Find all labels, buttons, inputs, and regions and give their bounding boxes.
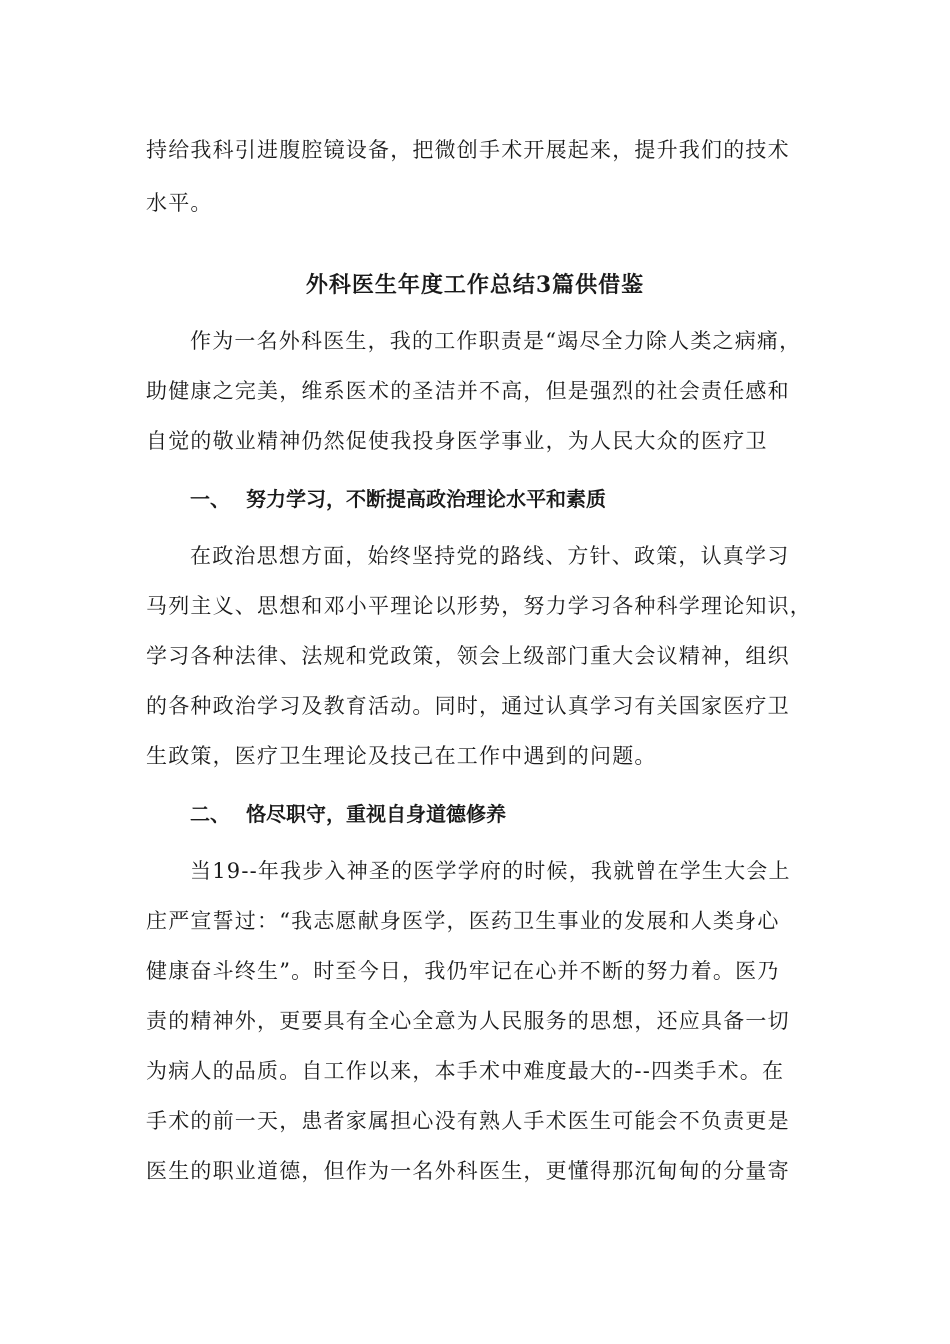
section-number-2: 二、 <box>190 802 230 826</box>
section-heading-2 <box>190 800 506 828</box>
section2-line-5: 为病人的品质。自工作以来，本手术中难度最大的--四类手术。在 <box>146 1059 785 1083</box>
section2-line-3: 健康奋斗终生”。时至今日，我仍牢记在心并不断的努力着。医乃 <box>146 959 780 983</box>
continuation-line-2: 水平。 <box>146 191 213 215</box>
section1-line-1: 在政治思想方面，始终坚持党的路线、方针、政策，认真学习 <box>190 544 790 568</box>
section2-line-2: 庄严宣誓过：“我志愿献身医学，医药卫生事业的发展和人类身心 <box>146 909 780 933</box>
intro-line-2: 助健康之完美，维系医术的圣洁并不高，但是强烈的社会责任感和 <box>146 379 790 403</box>
section2-line-4: 责的精神外，更要具有全心全意为人民服务的思想，还应具备一切 <box>146 1009 790 1033</box>
intro-line-3: 自觉的敬业精神仍然促使我投身医学事业，为人民大众的医疗卫 <box>146 429 768 453</box>
section-number-1: 一、 <box>190 487 230 511</box>
continuation-line-1: 持给我科引进腹腔镜设备，把微创手术开展起来，提升我们的技术 <box>146 138 790 162</box>
section1-line-3: 学习各种法律、法规和党政策，领会上级部门重大会议精神，组织 <box>146 644 790 668</box>
section2-line-7: 医生的职业道德，但作为一名外科医生，更懂得那沉甸甸的分量寄 <box>146 1159 790 1183</box>
section-heading-1-text: 努力学习，不断提高政治理论水平和素质 <box>246 487 606 511</box>
intro-line-1: 作为一名外科医生，我的工作职责是“竭尽全力除人类之病痛， <box>190 329 802 353</box>
section2-line-6: 手术的前一天，患者家属担心没有熟人手术医生可能会不负责更是 <box>146 1109 790 1133</box>
document-title: 外科医生年度工作总结3篇供借鉴 <box>305 272 645 298</box>
section1-line-5: 生政策，医疗卫生理论及技己在工作中遇到的问题。 <box>146 744 657 768</box>
section2-line-1: 当19--年我步入神圣的医学学府的时候，我就曾在学生大会上 <box>190 859 791 883</box>
section1-line-4: 的各种政治学习及教育活动。同时，通过认真学习有关国家医疗卫 <box>146 694 790 718</box>
section-heading-1 <box>190 485 606 513</box>
section1-line-2: 马列主义、思想和邓小平理论以形势，努力学习各种科学理论知识， <box>146 594 812 618</box>
section-heading-2-text: 恪尽职守，重视自身道德修养 <box>246 802 506 826</box>
